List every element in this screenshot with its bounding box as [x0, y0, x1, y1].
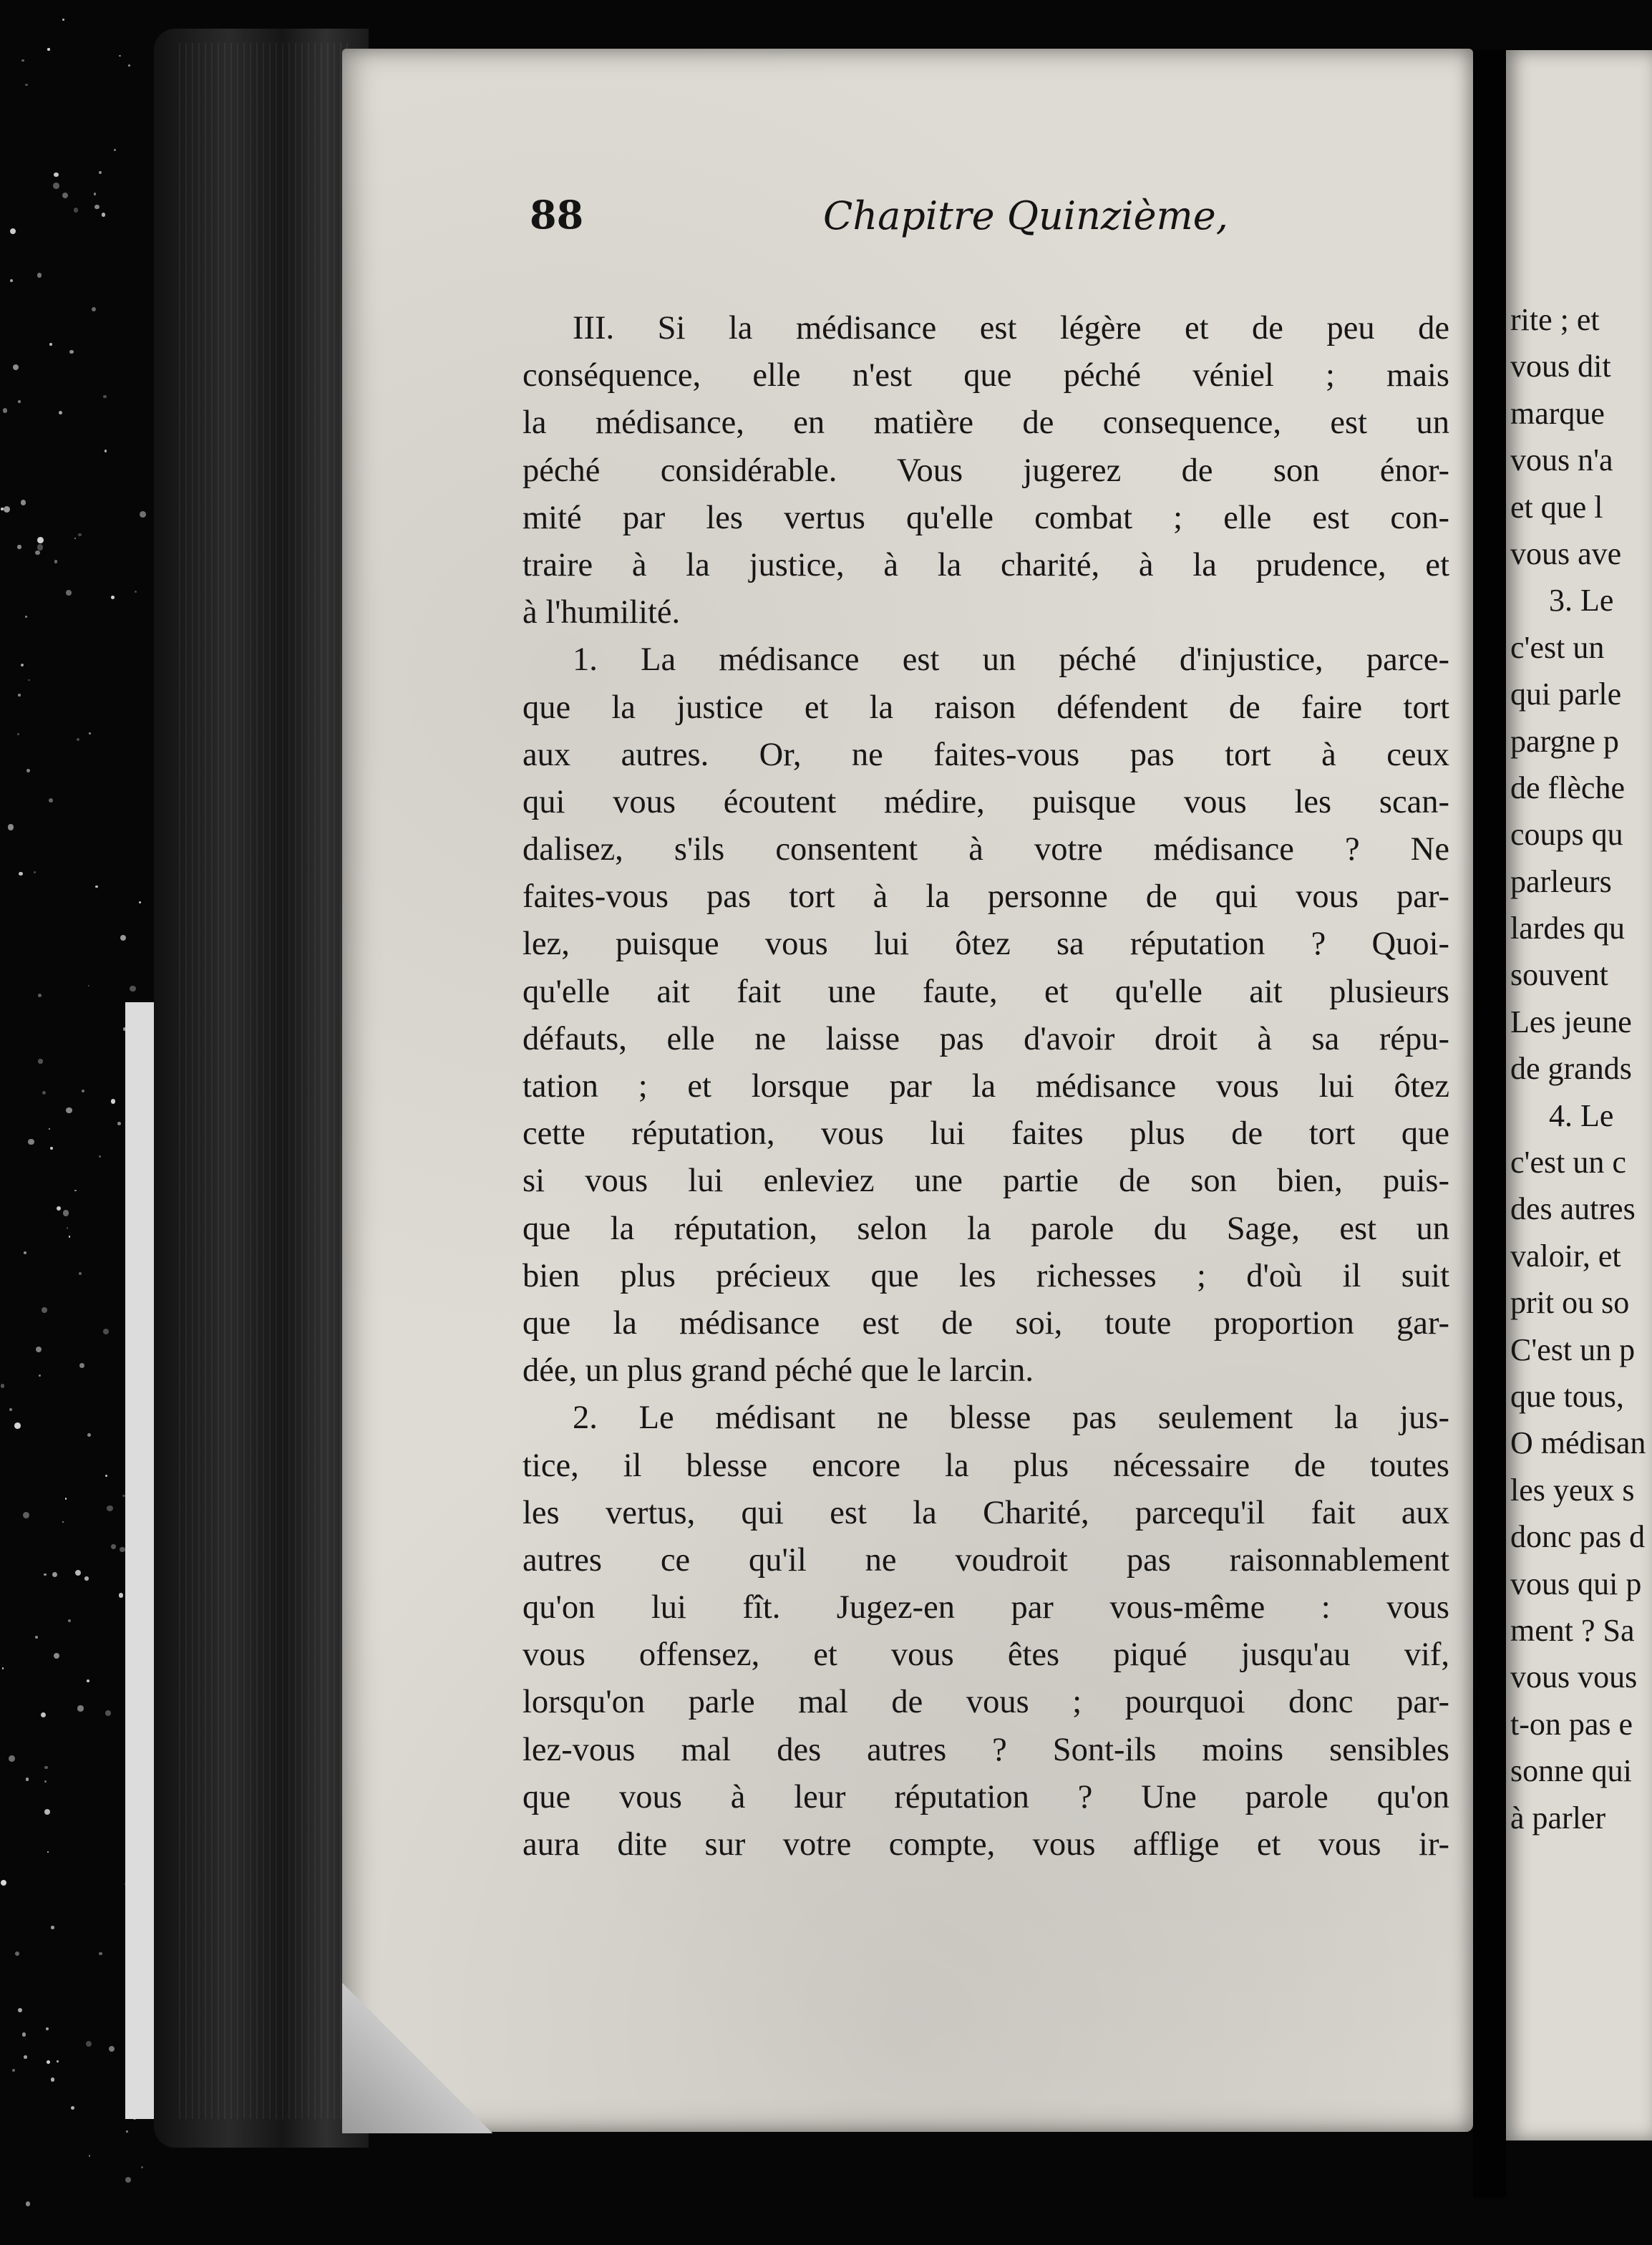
text-line: que la réputation, selon la parole du Sage, est un — [523, 1210, 1449, 1247]
noise-speck — [111, 1544, 116, 1549]
noise-speck — [66, 1107, 72, 1114]
noise-speck — [74, 208, 78, 212]
facing-line: c'est un c — [1510, 1145, 1626, 1180]
noise-speck — [66, 590, 72, 596]
noise-speck — [26, 2201, 31, 2206]
text-line: aura dite sur votre compte, vous afflige et vous ir- — [523, 1826, 1449, 1863]
noise-speck — [50, 1147, 53, 1150]
recto-body-text-fragment — [1506, 296, 1652, 1841]
text-line: à l'humilité. — [523, 594, 681, 631]
noise-speck — [54, 173, 58, 177]
text-line: bien plus précieux que les richesses ; d'où il suit — [523, 1257, 1449, 1294]
noise-speck — [34, 871, 36, 873]
text-line: que la justice et la raison défendent de faire tort — [523, 689, 1449, 726]
noise-speck — [95, 886, 98, 888]
noise-speck — [12, 2069, 15, 2072]
noise-speck — [99, 1952, 102, 1955]
noise-speck — [62, 193, 69, 199]
text-line: dalisez, s'ils consentent à votre médisance ? Ne — [523, 831, 1449, 868]
noise-speck — [109, 2046, 115, 2052]
noise-speck — [9, 1408, 12, 1411]
noise-speck — [120, 1547, 125, 1553]
noise-speck — [9, 1755, 15, 1762]
noise-speck — [36, 1347, 42, 1352]
noise-speck — [103, 395, 106, 398]
noise-speck — [28, 1139, 34, 1145]
noise-speck — [140, 511, 146, 518]
facing-line: t-on pas e — [1510, 1706, 1633, 1742]
noise-speck — [24, 1251, 26, 1254]
facing-line: C'est un p — [1510, 1332, 1636, 1367]
facing-line: c'est un — [1510, 629, 1605, 665]
noise-speck — [77, 738, 79, 741]
noise-speck — [3, 408, 8, 413]
verso-body-text — [523, 305, 1449, 1868]
noise-speck — [51, 2077, 54, 2081]
noise-speck — [69, 1236, 70, 1237]
noise-speck — [65, 1498, 67, 1500]
noise-speck — [24, 2055, 26, 2058]
noise-speck — [22, 2032, 26, 2037]
noise-speck — [4, 506, 10, 513]
noise-speck — [21, 59, 24, 62]
noise-speck — [10, 279, 13, 282]
noise-speck — [41, 1712, 46, 1717]
noise-speck — [68, 1619, 71, 1622]
facing-line: O médisan — [1510, 1425, 1646, 1461]
noise-speck — [82, 1090, 84, 1092]
facing-line: des autres — [1510, 1191, 1636, 1227]
facing-line: coups qu — [1510, 817, 1623, 853]
noise-speck — [19, 872, 23, 876]
noise-speck — [79, 1272, 82, 1275]
noise-speck — [21, 500, 26, 505]
noise-speck — [107, 1505, 112, 1511]
facing-line: de grands — [1510, 1051, 1632, 1087]
text-line: autres ce qu'il ne voudroit pas raisonnablement — [523, 1541, 1449, 1579]
noise-speck — [86, 2041, 92, 2047]
facing-line: Les jeune — [1510, 1004, 1632, 1039]
text-line: tation ; et lorsque par la médisance vous lui ôtez — [523, 1068, 1449, 1105]
facing-line: rite ; et — [1510, 302, 1600, 337]
scanner-edge-strip — [125, 1002, 154, 2119]
noise-speck — [47, 2060, 50, 2064]
noise-speck — [67, 1227, 68, 1228]
noise-speck — [105, 1475, 107, 1477]
noise-speck — [75, 1570, 81, 1576]
noise-speck — [128, 64, 130, 67]
noise-speck — [49, 343, 52, 346]
noise-speck — [63, 1210, 69, 1216]
facing-line: de flèche — [1510, 770, 1625, 805]
noise-speck — [126, 2130, 128, 2133]
facing-line: vous dit — [1510, 349, 1611, 384]
facing-line: à parler — [1510, 1800, 1606, 1836]
noise-speck — [130, 986, 135, 991]
text-line: qu'on lui fît. Jugez-en par vous-même : vous — [523, 1589, 1449, 1626]
noise-speck — [47, 48, 49, 50]
noise-speck — [38, 994, 42, 997]
facing-line: vous qui p — [1510, 1566, 1642, 1601]
noise-speck — [92, 307, 96, 311]
noise-speck — [69, 350, 74, 354]
noise-speck — [54, 560, 58, 563]
noise-speck — [99, 1155, 101, 1158]
text-line: que la médisance est de soi, toute proportion gar- — [523, 1304, 1449, 1342]
facing-line: marque — [1510, 395, 1605, 431]
noise-speck — [1, 1384, 4, 1387]
facing-line: que tous, — [1510, 1378, 1624, 1414]
text-line: aux autres. Or, ne faites-vous pas tort à ceux — [523, 736, 1449, 773]
text-line: III. Si la médisance est légère et de peu de — [573, 310, 1449, 346]
facing-line: 4. Le — [1549, 1097, 1614, 1133]
text-line: qu'elle ait fait une faute, et qu'elle ait plusieurs — [523, 973, 1449, 1010]
noise-speck — [2, 1667, 4, 1669]
noise-speck — [114, 149, 116, 151]
noise-speck — [62, 1521, 64, 1523]
noise-speck — [17, 545, 21, 548]
noise-speck — [37, 544, 43, 550]
noise-speck — [13, 364, 19, 370]
noise-speck — [105, 450, 107, 452]
noise-speck — [141, 2166, 143, 2168]
noise-speck — [77, 1705, 83, 1711]
noise-speck — [74, 538, 76, 539]
text-line: dée, un plus grand péché que le larcin. — [523, 1352, 1034, 1390]
noise-speck — [15, 1951, 19, 1956]
noise-speck — [38, 1059, 42, 1063]
noise-speck — [59, 411, 63, 415]
noise-speck — [87, 1679, 89, 1682]
text-line: traire à la justice, à la charité, à la prudence, et — [523, 546, 1449, 583]
noise-speck — [18, 400, 21, 403]
page-corner-fold — [342, 1983, 492, 2133]
noise-speck — [88, 985, 89, 986]
noise-speck — [23, 1512, 29, 1518]
noise-speck — [26, 1778, 29, 1781]
facing-line: souvent — [1510, 957, 1608, 993]
facing-line: donc pas d — [1510, 1519, 1646, 1555]
noise-speck — [84, 1576, 88, 1580]
noise-speck — [51, 1926, 54, 1929]
noise-speck — [44, 1766, 47, 1769]
text-line: lez-vous mal des autres ? Sont-ils moins sensibles — [523, 1731, 1449, 1768]
noise-speck — [54, 1653, 59, 1659]
noise-speck — [17, 733, 19, 735]
noise-speck — [8, 824, 14, 830]
noise-speck — [1, 508, 4, 510]
noise-speck — [18, 694, 20, 696]
running-head — [530, 192, 1432, 256]
noise-speck — [49, 1128, 50, 1130]
noise-speck — [39, 1374, 42, 1377]
facing-line: vous n'a — [1510, 442, 1613, 478]
text-line: faites-vous pas tort à la personne de qui vous par- — [523, 878, 1449, 916]
noise-speck — [47, 1851, 49, 1853]
noise-speck — [1, 1880, 6, 1886]
facing-line: 3. Le — [1549, 583, 1614, 619]
noise-speck — [111, 1099, 116, 1104]
text-line: défauts, elle ne laisse pas d'avoir droit à sa répu- — [523, 1020, 1449, 1057]
facing-line: qui parle — [1510, 677, 1622, 712]
noise-speck — [44, 1809, 50, 1815]
noise-speck — [42, 1307, 47, 1313]
noise-speck — [62, 19, 64, 21]
text-line: tice, il blesse encore la plus nécessaire de toutes — [523, 1447, 1449, 1484]
text-line: 1. La médisance est un péché d'injustice, parce- — [573, 641, 1449, 679]
noise-speck — [105, 1710, 111, 1716]
page-edges-texture — [179, 43, 351, 2119]
facing-line: lardes qu — [1510, 911, 1626, 946]
text-line: vous offensez, et vous êtes piqué jusqu'au vif, — [523, 1637, 1449, 1674]
page-number: 88 — [530, 192, 584, 238]
noise-speck — [89, 2155, 91, 2157]
text-line: mité par les vertus qu'elle combat ; elle est con- — [523, 499, 1449, 536]
noise-speck — [78, 533, 82, 537]
chapter-title: Chapitre Quinzième, — [823, 193, 1228, 238]
text-line: lez, puisque vous lui ôtez sa réputation ? Quoi- — [523, 926, 1449, 963]
book-gutter — [1473, 50, 1506, 2198]
noise-speck — [28, 679, 30, 682]
noise-speck — [14, 1422, 21, 1429]
noise-speck — [139, 901, 141, 903]
text-line: 2. Le médisant ne blesse pas seulement la jus- — [573, 1400, 1449, 1437]
facing-line: et que l — [1510, 489, 1603, 525]
noise-speck — [26, 769, 30, 772]
noise-speck — [53, 183, 59, 189]
noise-speck — [89, 732, 91, 734]
noise-speck — [117, 1122, 121, 1125]
text-line: si vous lui enleviez une partie de son bien, puis- — [523, 1163, 1449, 1200]
noise-speck — [99, 171, 102, 174]
noise-speck — [135, 591, 137, 593]
text-line: péché considérable. Vous jugerez de son énor- — [523, 452, 1449, 489]
noise-speck — [120, 935, 126, 941]
noise-speck — [87, 1433, 91, 1437]
facing-line: ment ? Sa — [1510, 1612, 1635, 1648]
text-line: la médisance, en matière de consequence, est un — [523, 404, 1449, 442]
noise-speck — [125, 2177, 132, 2183]
noise-speck — [79, 1363, 84, 1368]
noise-speck — [37, 537, 44, 543]
noise-speck — [25, 84, 28, 87]
noise-speck — [102, 213, 105, 216]
noise-speck — [35, 1636, 38, 1639]
facing-line: sonne qui — [1510, 1753, 1632, 1789]
noise-speck — [44, 1780, 47, 1783]
noise-speck — [94, 205, 99, 209]
noise-speck — [25, 616, 27, 618]
noise-speck — [35, 551, 40, 556]
text-line: cette réputation, vous lui faites plus de tort que — [523, 1115, 1449, 1153]
noise-speck — [37, 273, 42, 278]
text-line: que vous à leur réputation ? Une parole qu'on — [523, 1778, 1449, 1815]
facing-line: pargne p — [1510, 723, 1619, 759]
text-line: qui vous écoutent médire, puisque vous les scan- — [523, 783, 1449, 820]
facing-line: prit ou so — [1510, 1285, 1630, 1321]
noise-speck — [46, 2027, 49, 2030]
noise-speck — [21, 664, 24, 666]
facing-line: les yeux s — [1510, 1472, 1635, 1508]
noise-speck — [52, 1572, 57, 1577]
noise-speck — [74, 1190, 76, 1191]
facing-line: valoir, et — [1510, 1238, 1621, 1274]
noise-speck — [42, 1091, 46, 1095]
facing-line: parleurs — [1510, 863, 1612, 899]
noise-speck — [18, 2008, 22, 2012]
text-line: conséquence, elle n'est que péché véniel ; mais — [523, 357, 1449, 394]
noise-speck — [57, 1206, 61, 1211]
noise-speck — [71, 2106, 74, 2110]
noise-speck — [119, 55, 121, 57]
facing-line: vous vous — [1510, 1659, 1638, 1695]
text-line: lorsqu'on parle mal de vous ; pourquoi donc par- — [523, 1684, 1449, 1721]
noise-speck — [44, 1574, 46, 1576]
noise-speck — [49, 798, 53, 803]
noise-speck — [57, 2060, 59, 2062]
noise-speck — [119, 1593, 124, 1598]
noise-speck — [103, 1329, 109, 1334]
noise-speck — [10, 228, 16, 234]
noise-speck — [111, 596, 115, 599]
text-line: les vertus, qui est la Charité, parcequ'il fait aux — [523, 1494, 1449, 1531]
facing-line: vous ave — [1510, 535, 1622, 571]
noise-speck — [94, 193, 96, 195]
